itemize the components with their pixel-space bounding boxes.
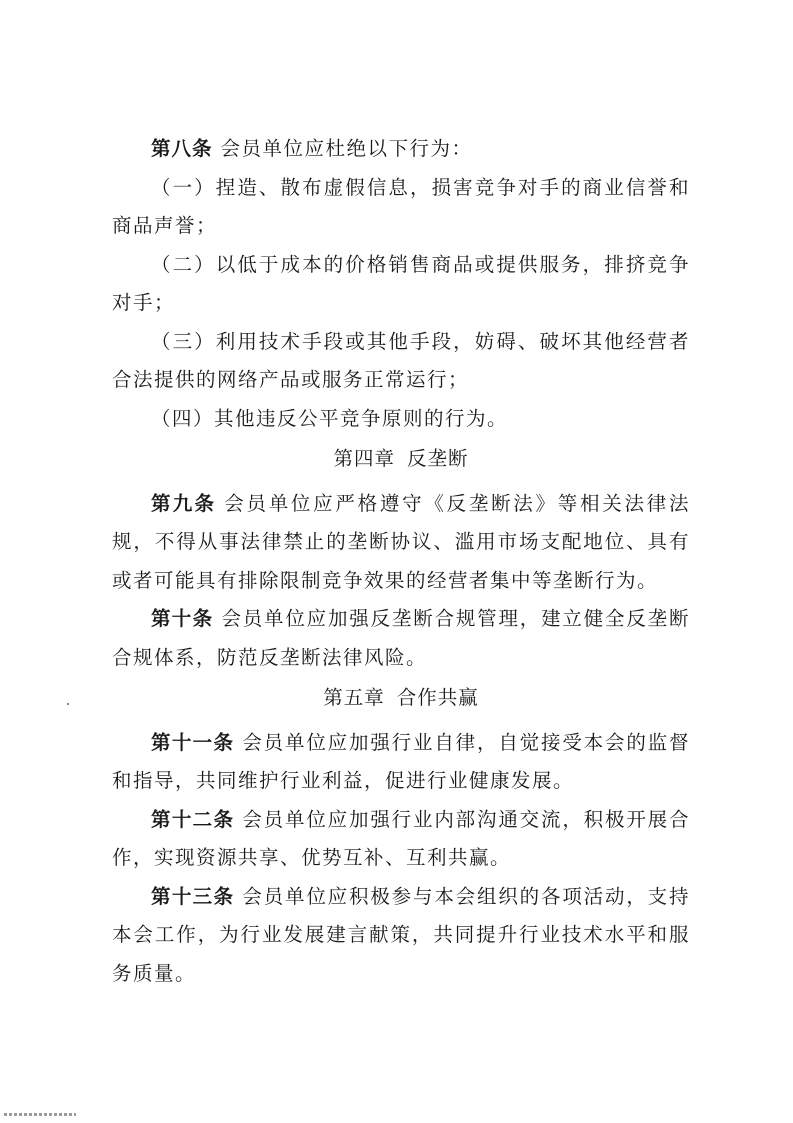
document-body	[112, 130, 690, 993]
scan-speck	[67, 703, 69, 705]
article-12-title: 第十二条	[151, 807, 235, 831]
article-11-title: 第十一条	[151, 730, 235, 754]
article-8-title: 第八条	[151, 137, 213, 160]
article-9-text: 会员单位应严格遵守《反垄断法》等相关法律法规，不得从事法律禁止的垄断协议、滥用市场支配地位、具有或者可能具有排除限制竞争效果的经营者集中等垄断行为。	[112, 491, 690, 592]
article-12	[112, 801, 690, 878]
chapter-4-heading	[112, 440, 690, 479]
chapter-5-number: 第五章	[323, 686, 385, 709]
article-13-title: 第十三条	[151, 884, 235, 908]
article-9-title: 第九条	[151, 491, 217, 515]
article-11	[112, 724, 690, 801]
chapter-4-name: 反垄断	[407, 447, 469, 470]
article-10-text: 会员单位应加强反垄断合规管理，建立健全反垄断合规体系，防范反垄断法律风险。	[112, 607, 690, 669]
article-10	[112, 600, 690, 677]
chapter-4-number: 第四章	[333, 447, 395, 470]
article-13	[112, 878, 690, 994]
article-8-item-1: （一）捏造、散布虚假信息，损害竞争对手的商业信誉和商品声誉；	[112, 175, 690, 237]
chapter-5-heading	[112, 679, 690, 718]
article-13-text: 会员单位应积极参与本会组织的各项活动，支持本会工作，为行业发展建言献策，共同提升行业技术水平和服务质量。	[112, 884, 690, 985]
article-8-item-3: （三）利用技术手段或其他手段，妨碍、破坏其他经营者合法提供的网络产品或服务正常运行；	[112, 329, 690, 391]
article-8	[112, 130, 690, 169]
article-8-item-2: （二）以低于成本的价格销售商品或提供服务，排挤竞争对手；	[112, 252, 690, 314]
article-9	[112, 485, 690, 601]
article-11-text: 会员单位应加强行业自律，自觉接受本会的监督和指导，共同维护行业利益，促进行业健康发展。	[112, 730, 690, 792]
article-12-text: 会员单位应加强行业内部沟通交流，积极开展合作，实现资源共享、优势互补、互利共赢。	[112, 807, 690, 869]
article-10-title: 第十条	[151, 607, 214, 630]
article-8-intro: 会员单位应杜绝以下行为：	[220, 137, 473, 160]
article-8-item-4: （四）其他违反公平竞争原则的行为。	[151, 406, 509, 430]
chapter-5-name: 合作共赢	[396, 686, 479, 709]
scan-footer-mark	[4, 1113, 76, 1116]
